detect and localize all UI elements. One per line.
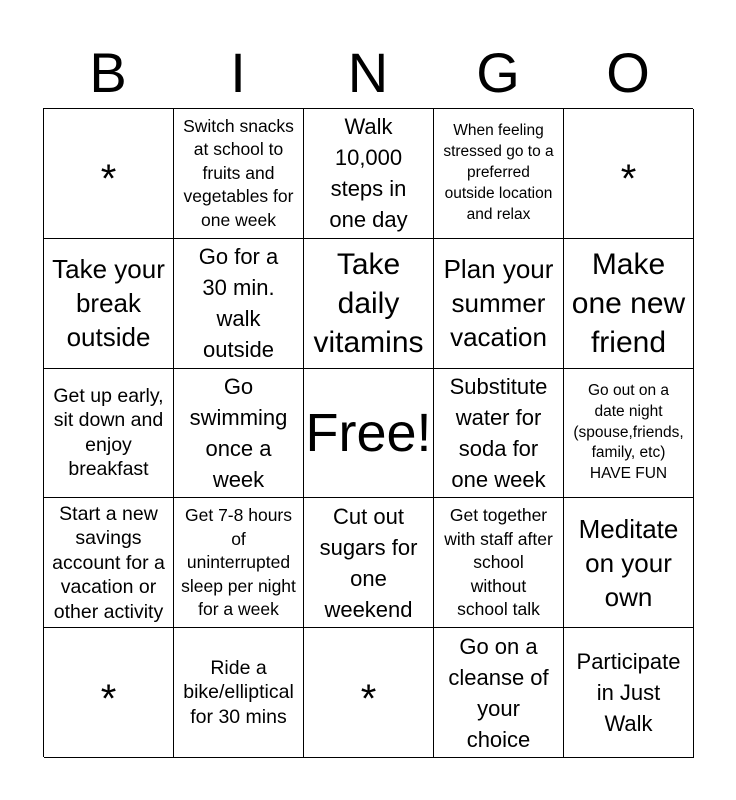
header-letter-b: B: [89, 41, 127, 104]
cell-text: Make one new friend: [571, 247, 686, 359]
bingo-cell-r1c4: [434, 109, 564, 239]
free-space-text: Free!: [305, 402, 432, 463]
header-letter-g: G: [476, 41, 520, 104]
cell-text: Go swimming once a week: [189, 373, 288, 492]
cell-text: *: [360, 676, 377, 721]
cell-text: Walk 10,000 steps in one day: [329, 114, 408, 233]
cell-text: Take your break outside: [52, 254, 165, 353]
bingo-cell-r4c4: [434, 498, 564, 628]
cell-text: Switch snacks at school to fruits and vegetables for one week: [183, 115, 294, 230]
cell-text: Go on a cleanse of your choice: [448, 633, 549, 752]
bingo-cell-r1c1: [44, 109, 174, 239]
bingo-cell-r3c2: [174, 369, 304, 499]
bingo-cell-r4c3: [304, 498, 434, 628]
bingo-cell-r2c5: [564, 239, 694, 369]
bingo-cell-r5c2: [174, 628, 304, 758]
bingo-cell-r1c5: [564, 109, 694, 239]
cell-text: Go for a 30 min. walk outside: [198, 244, 279, 363]
cell-text: *: [100, 157, 117, 202]
cell-text: *: [100, 676, 117, 721]
bingo-cell-r2c2: [174, 239, 304, 369]
bingo-cell-r4c5: [564, 498, 694, 628]
bingo-cell-r2c4: [434, 239, 564, 369]
cell-text: When feeling stressed go to a preferred outside location and relax: [443, 122, 554, 223]
bingo-cell-r3c5: [564, 369, 694, 499]
bingo-cell-r1c3: [304, 109, 434, 239]
cell-text: Go out on a date night (spouse,friends, family, etc) HAVE FUN: [573, 382, 684, 483]
bingo-cell-r4c2: [174, 498, 304, 628]
bingo-cell-r2c1: [44, 239, 174, 369]
header-letter-i: I: [230, 41, 246, 104]
cell-text: Cut out sugars for one weekend: [319, 503, 418, 622]
bingo-cell-r1c2: [174, 109, 304, 239]
cell-text: Plan your summer vacation: [443, 254, 554, 353]
cell-text: Get 7-8 hours of uninterrupted sleep per night for a week: [181, 505, 296, 620]
cell-text: Take daily vitamins: [313, 247, 424, 359]
cell-text: Get up early, sit down and enjoy breakfast: [53, 384, 164, 481]
bingo-cell-free: [304, 369, 434, 499]
header-letter-n: N: [347, 41, 389, 104]
bingo-grid: [43, 108, 693, 757]
cell-text: Substitute water for soda for one week: [449, 373, 548, 492]
cell-text: Get together with staff after school without school talk: [444, 505, 553, 620]
cell-text: Participate in Just Walk: [576, 649, 681, 737]
cell-text: Start a new savings account for a vacation or other activity: [52, 502, 165, 623]
bingo-cell-r5c1: [44, 628, 174, 758]
bingo-cell-r3c1: [44, 369, 174, 499]
cell-text: Ride a bike/elliptical for 30 mins: [183, 656, 294, 728]
bingo-header: [43, 38, 693, 108]
bingo-cell-r5c3: [304, 628, 434, 758]
bingo-cell-r5c5: [564, 628, 694, 758]
bingo-cell-r3c4: [434, 369, 564, 499]
bingo-cell-r4c1: [44, 498, 174, 628]
bingo-cell-r5c4: [434, 628, 564, 758]
header-letter-o: O: [606, 41, 650, 104]
bingo-cell-r2c3: [304, 239, 434, 369]
cell-text: Meditate on your own: [578, 513, 679, 612]
cell-text: *: [620, 157, 637, 202]
